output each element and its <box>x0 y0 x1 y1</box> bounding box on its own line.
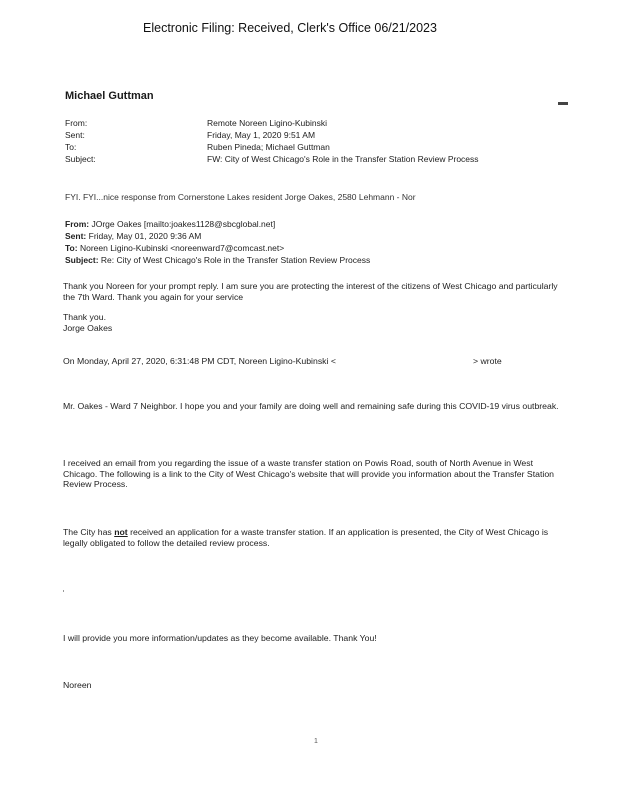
original-subject <box>65 255 370 265</box>
closing-thanks: Thank you. <box>63 312 106 322</box>
original-to-label: To: <box>65 243 78 253</box>
original-from-label: From: <box>65 219 90 229</box>
original-subject-value: Re: City of West Chicago's Role in the Transfer Station Review Process <box>100 255 371 265</box>
original-subject-label: Subject: <box>65 255 99 265</box>
para-3-before: The City has <box>63 527 115 537</box>
original-from-value: JOrge Oakes [mailto:joakes1128@sbcglobal.net] <box>91 219 276 229</box>
header-sent-label: Sent: <box>65 130 85 140</box>
paragraph-updates: I will provide you more information/updates as they become available. Thank You! <box>63 633 377 643</box>
scan-speck <box>63 590 64 592</box>
header-from-label: From: <box>65 118 88 128</box>
divider-mark <box>558 102 568 105</box>
page-number: 1 <box>314 738 318 745</box>
fyi-line: FYI. FYI...nice response from Cornerstone Lakes resident Jorge Oakes, 2580 Lehmann - Nor <box>65 192 416 202</box>
signoff: Noreen <box>63 680 92 690</box>
closing-name: Jorge Oakes <box>63 323 113 333</box>
header-sent-value: Friday, May 1, 2020 9:51 AM <box>207 130 316 140</box>
header-to-value: Ruben Pineda; Michael Guttman <box>207 142 330 152</box>
header-to-label: To: <box>65 142 77 152</box>
original-sent <box>65 231 201 241</box>
original-to-value: Noreen Ligino-Kubinski <noreenward7@comcast.net> <box>79 243 285 253</box>
original-to <box>65 243 284 253</box>
header-subject-value: FW: City of West Chicago's Role in the Transfer Station Review Process <box>207 154 479 164</box>
on-date-line: On Monday, April 27, 2020, 6:31:48 PM CDT, Noreen Ligino-Kubinski < <box>63 356 336 366</box>
original-sent-label: Sent: <box>65 231 87 241</box>
wrote-text: > wrote <box>473 356 502 366</box>
para-3-after: received an application for a waste transfer station. If an application is presented, the City of West Chicago is legally obligated to follow the detailed review process. <box>63 527 549 548</box>
paragraph-application-status <box>63 527 563 548</box>
filing-stamp: Electronic Filing: Received, Clerk's Office 06/21/2023 <box>143 21 437 35</box>
original-from <box>65 219 275 229</box>
header-subject-label: Subject: <box>65 154 96 164</box>
sender-name: Michael Guttman <box>65 90 154 102</box>
paragraph-email-received: I received an email from you regarding the issue of a waste transfer station on Powis Road, south of North Avenue in West Chicago. The following is a link to the City of West Chicago's website that will provide you information about the Transfer Station Review Process. <box>63 458 554 489</box>
para-3-emphasis: not <box>114 527 128 537</box>
paragraph-greeting: Mr. Oakes - Ward 7 Neighbor. I hope you and your family are doing well and remaining safe during this COVID-19 virus outbreak. <box>63 401 559 411</box>
reply-body: Thank you Noreen for your prompt reply. I am sure you are protecting the interest of the citizens of West Chicago and particularly the 7th Ward. Thank you again for your service <box>63 281 558 302</box>
original-sent-value: Friday, May 01, 2020 9:36 AM <box>88 231 202 241</box>
header-from-value: Remote Noreen Ligino-Kubinski <box>207 118 328 128</box>
